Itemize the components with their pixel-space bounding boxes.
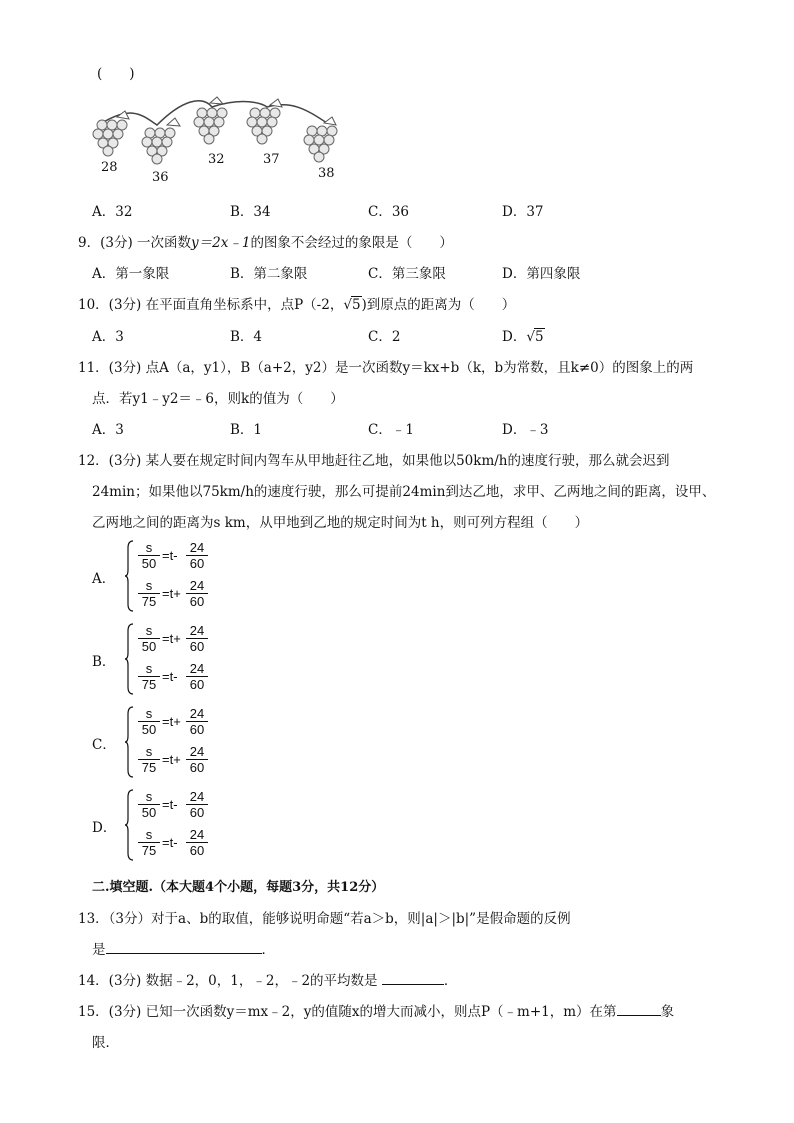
q9-stem: 9．(3分) 一次函数y＝2x﹣1的图象不会经过的象限是（ ）: [78, 235, 453, 251]
fraction: $\frac{24}{60}$: [186, 744, 208, 776]
section-heading: 二.填空题.（本大题4个小题，每题3分，共12分）: [92, 880, 385, 895]
q12-option-label: B．: [92, 654, 116, 670]
sqrt-symbol: √5: [343, 297, 361, 313]
q8-option-a: A．32: [92, 204, 133, 220]
q8-answer-paren: ( ): [97, 66, 135, 82]
equation-operator: =t+: [162, 714, 181, 729]
fraction: $\frac{24}{60}$: [186, 623, 208, 655]
fraction: $\frac{s}{75}$: [138, 661, 160, 693]
grape-label: 28: [101, 160, 118, 175]
grape-cluster: [247, 108, 280, 144]
grape-cluster: [194, 108, 227, 144]
vine-leaf: [270, 99, 282, 107]
q14-answer-blank[interactable]: [382, 984, 444, 985]
equation: [134, 540, 214, 574]
fraction: $\frac{24}{60}$: [186, 789, 208, 821]
q9-option-b: B．第二象限: [230, 266, 308, 282]
fraction: $\frac{s}{50}$: [138, 623, 160, 655]
q11-option-d: D．﹣3: [502, 422, 549, 438]
q9-option-a: A．第一象限: [92, 266, 170, 282]
equation-system: [124, 540, 214, 612]
grape-cluster: [142, 128, 175, 164]
left-brace: [124, 540, 134, 612]
q14-stem: 14．(3分) 数据﹣2，0，1，﹣2，﹣2的平均数是 ．: [78, 973, 458, 989]
equation-operator: =t-: [162, 669, 178, 684]
equation-system: [124, 623, 214, 695]
equation: [134, 578, 214, 612]
q10-stem: 10．(3分) 在平面直角坐标系中，点P（-2，√5)到原点的距离为（ ）: [78, 297, 516, 313]
q10-option-d: D．√5: [502, 329, 544, 345]
equation: [134, 827, 214, 861]
q9-option-d: D．第四象限: [502, 266, 581, 282]
q11-option-a: A．3: [92, 422, 124, 438]
q13-stem-line2: 是 ．: [92, 942, 275, 958]
equation: [134, 789, 214, 823]
fraction: $\frac{24}{60}$: [186, 540, 208, 572]
vine-leaf: [324, 117, 336, 125]
q10-option-c: C．2: [368, 329, 401, 345]
left-brace: [124, 789, 134, 861]
equation-system: [124, 789, 214, 861]
grape-label: 36: [152, 170, 169, 185]
q11-stem-line2: 点．若y1﹣y2＝﹣6，则k的值为（ ）: [92, 391, 344, 407]
equation: [134, 744, 214, 778]
fraction: $\frac{s}{50}$: [138, 706, 160, 738]
equation: [134, 706, 214, 740]
grape-cluster: [93, 120, 127, 156]
fraction: $\frac{24}{60}$: [186, 706, 208, 738]
q8-option-c: C．36: [368, 204, 410, 220]
grape-label: 32: [208, 152, 225, 167]
q8-option-b: B．34: [230, 204, 271, 220]
fraction: $\frac{s}{50}$: [138, 540, 160, 572]
q11-option-b: B．1: [230, 422, 263, 438]
q11-stem-line1: 11．(3分) 点A（a，y1），B（a+2，y2）是一次函数y＝kx+b（k，b为常数，且k≠0）的图象上的两: [78, 360, 694, 376]
q12-option-label: A．: [92, 571, 116, 587]
fraction: $\frac{24}{60}$: [186, 578, 208, 610]
vine-leaf: [210, 97, 223, 104]
equation: [134, 661, 214, 695]
equation-operator: =t+: [162, 631, 181, 646]
grape-vine-figure: [92, 95, 352, 185]
fraction: $\frac{s}{50}$: [138, 789, 160, 821]
sqrt-symbol: √5: [526, 329, 544, 345]
q12-stem-line1: 12．(3分) 某人要在规定时间内驾车从甲地赶往乙地，如果他以50km/h的速度行驶，那么就会迟到: [78, 453, 670, 469]
q15-stem-line2: 限．: [92, 1035, 119, 1051]
q11-option-c: C．﹣1: [368, 422, 414, 438]
left-brace: [124, 623, 134, 695]
q13-answer-blank[interactable]: [106, 953, 262, 954]
fraction: $\frac{s}{75}$: [138, 744, 160, 776]
left-brace: [124, 706, 134, 778]
fraction: $\frac{24}{60}$: [186, 827, 208, 859]
q12-option-label: C．: [92, 737, 116, 753]
fraction: $\frac{s}{75}$: [138, 827, 160, 859]
q12-stem-line3: 乙两地之间的距离为s km，从甲地到乙地的规定时间为t h，则可列方程组（ ）: [92, 515, 589, 531]
q10-option-a: A．3: [92, 329, 124, 345]
grape-label: 38: [318, 166, 335, 181]
q8-option-d: D．37: [502, 204, 544, 220]
equation-operator: =t-: [162, 548, 178, 563]
q12-stem-line2: 24min；如果他以75km/h的速度行驶，那么可提前24min到达乙地，求甲、乙两地之间的距离，设甲、: [92, 484, 716, 500]
equation-operator: =t-: [162, 797, 178, 812]
q12-option-label: D．: [92, 820, 117, 836]
equation-operator: =t-: [162, 835, 178, 850]
equation-operator: =t+: [162, 752, 181, 767]
q13-stem-line1: 13．（3分）对于a、b的取值，能够说明命题“若a＞b，则|a|＞|b|”是假命题的反例: [78, 911, 571, 927]
fraction: $\frac{s}{75}$: [138, 578, 160, 610]
equation: [134, 623, 214, 657]
grape-cluster: [304, 126, 337, 162]
fraction: $\frac{24}{60}$: [186, 661, 208, 693]
q15-stem-line1: 15．(3分) 已知一次函数y＝mx﹣2，y的值随x的增大而减小，则点P（﹣m+1，m）在第 象: [78, 1004, 675, 1020]
grape-label: 37: [263, 152, 280, 167]
q9-option-c: C．第三象限: [368, 266, 446, 282]
q15-answer-blank[interactable]: [617, 1015, 661, 1016]
equation-operator: =t+: [162, 586, 181, 601]
vine-leaf: [167, 118, 180, 126]
equation-system: [124, 706, 214, 778]
q10-option-b: B．4: [230, 329, 263, 345]
